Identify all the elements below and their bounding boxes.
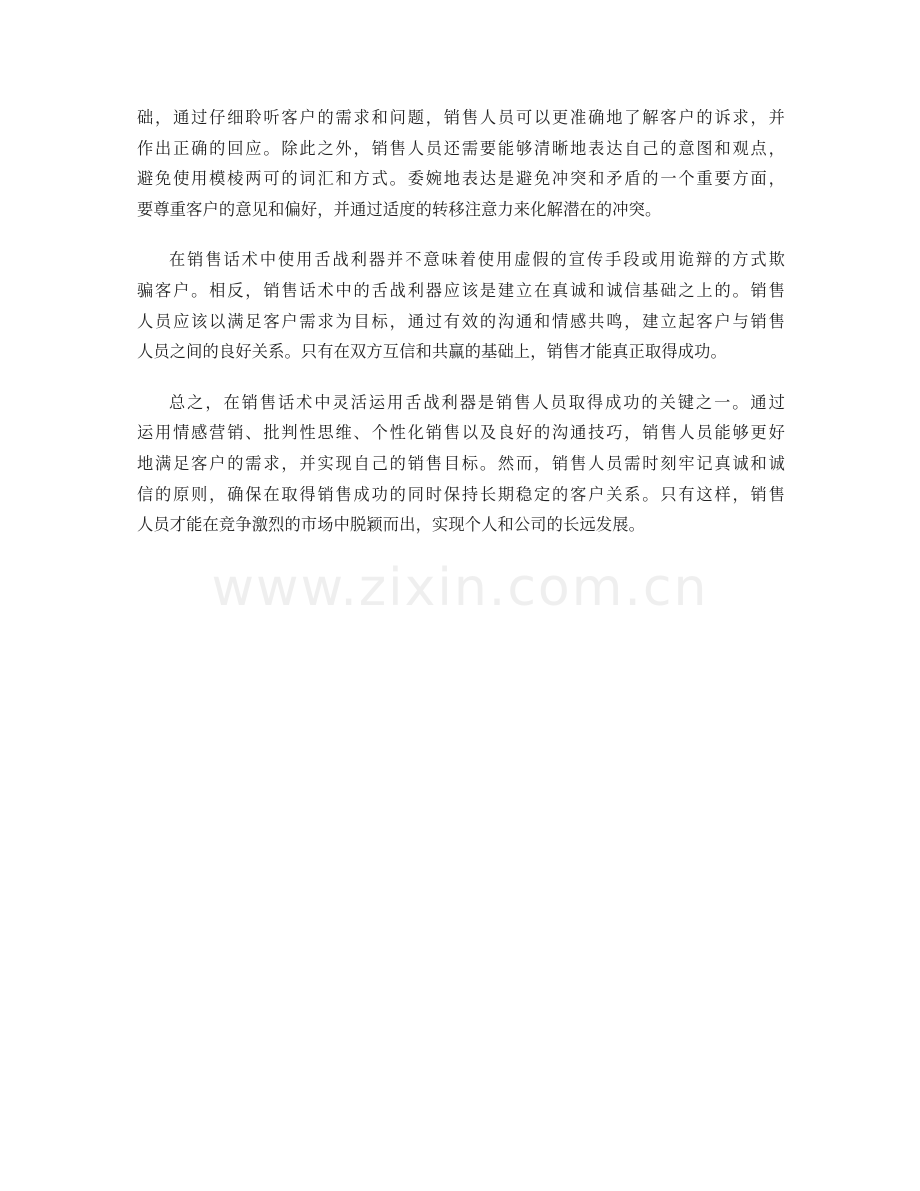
text-line: 骗客户。相反，销售话术中的舌战利器应该是建立在真诚和诚信基础之上的。销售 [137, 280, 785, 300]
text-line: 人员才能在竞争激烈的市场中脱颖而出，实现个人和公司的长远发展。 [137, 515, 646, 535]
text-line: 人员应该以满足客户需求为目标，通过有效的沟通和情感共鸣，建立起客户与销售 [137, 311, 785, 331]
text-line: 作出正确的回应。除此之外，销售人员还需要能够清晰地表达自己的意图和观点， [137, 138, 785, 158]
watermark: www.zixin.com.cn [211, 558, 709, 618]
text-line: 要尊重客户的意见和偏好，并通过适度的转移注意力来化解潜在的冲突。 [137, 199, 662, 219]
text-line: 总之，在销售话术中灵活运用舌战利器是销售人员取得成功的关键之一。通过 [169, 392, 785, 412]
paragraph-2 [137, 245, 785, 367]
text-line: 避免使用模棱两可的词汇和方式。委婉地表达是避免冲突和矛盾的一个重要方面， [137, 169, 785, 189]
paragraph-3 [137, 388, 785, 541]
text-line: 在销售话术中使用舌战利器并不意味着使用虚假的宣传手段或用诡辩的方式欺 [169, 250, 785, 270]
paragraph-1 [137, 103, 785, 225]
text-line: 信的原则，确保在取得销售成功的同时保持长期稳定的客户关系。只有这样，销售 [137, 484, 785, 504]
text-line: 人员之间的良好关系。只有在双方互信和共赢的基础上，销售才能真正取得成功。 [137, 342, 727, 362]
document-body [137, 103, 785, 541]
text-line: 地满足客户的需求，并实现自己的销售目标。然而，销售人员需时刻牢记真诚和诚 [137, 453, 785, 473]
text-line: 础，通过仔细聆听客户的需求和问题，销售人员可以更准确地了解客户的诉求，并 [137, 108, 785, 127]
text-line: 运用情感营销、批判性思维、个性化销售以及良好的沟通技巧，销售人员能够更好 [137, 423, 785, 443]
